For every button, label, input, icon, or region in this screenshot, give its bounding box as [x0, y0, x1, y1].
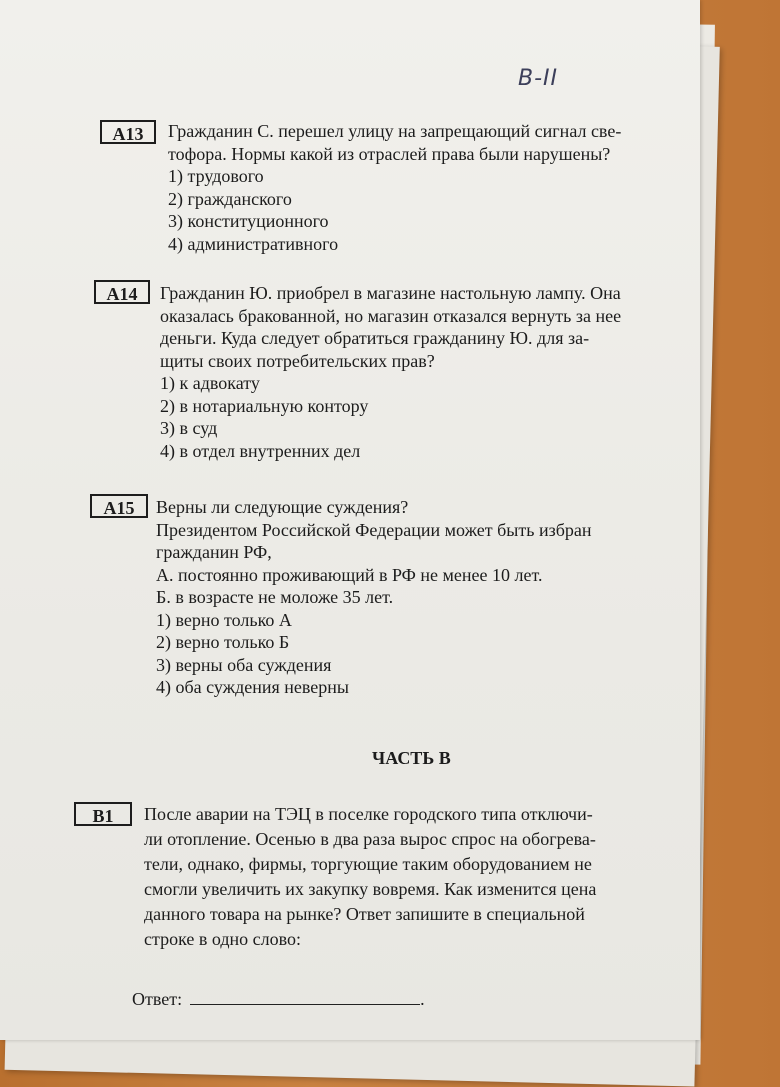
question-number-a14: А14: [94, 280, 150, 304]
answer-option: 2) верно только Б: [156, 632, 290, 652]
answer-option: 3) верны оба суждения: [156, 654, 332, 675]
answer-option: 3) в суд: [160, 418, 218, 438]
statement-line: Б. в возрасте не моложе 35 лет.: [156, 587, 394, 607]
question-line: Президентом Российской Федерации может быть избран: [156, 519, 592, 540]
question-number-b1: В1: [74, 802, 132, 826]
question-a15-text: [156, 496, 591, 699]
answer-option: 4) в отдел внутренних дел: [160, 440, 361, 461]
question-line: смогли увеличить их закупку вовремя. Как изменится цена: [144, 879, 597, 899]
question-a14-text: [160, 282, 621, 462]
question-line: ли отопление. Осенью в два раза вырос спрос на обогрева-: [144, 829, 596, 849]
section-title: ЧАСТЬ В: [372, 748, 451, 768]
question-line: данного товара на рынке? Ответ запишите в специальной: [144, 904, 585, 924]
question-number-a15: А15: [90, 494, 148, 518]
answer-option: 4) оба суждения неверны: [156, 677, 350, 697]
question-a13-text: [168, 120, 621, 255]
answer-row: [132, 986, 425, 1010]
question-line: Верны ли следующие суждения?: [156, 497, 409, 517]
answer-label: Ответ:: [132, 989, 183, 1009]
question-line: оказалась бракованной, но магазин отказался вернуть за нее: [160, 305, 622, 326]
question-line: деньги. Куда следует обратиться гражданину Ю. для за-: [160, 328, 590, 348]
question-line: Гражданин С. перешел улицу на запрещающий сигнал све-: [168, 121, 622, 141]
answer-end-dot: .: [420, 989, 425, 1009]
question-line: тофора. Нормы какой из отраслей права были нарушены?: [168, 143, 611, 164]
question-b1-text: [144, 802, 596, 952]
statement-line: А. постоянно проживающий в РФ не менее 10 лет.: [156, 564, 543, 585]
handwritten-variant-note: В-II: [518, 66, 559, 91]
question-line: щиты своих потребительских прав?: [160, 350, 435, 371]
answer-option: 2) гражданского: [168, 188, 292, 209]
question-line: строке в одно слово:: [144, 929, 301, 949]
answer-option: 1) верно только А: [156, 609, 292, 630]
answer-option: 4) административного: [168, 233, 339, 254]
question-number-a13: А13: [100, 120, 156, 144]
answer-option: 1) трудового: [168, 166, 264, 186]
answer-option: 1) к адвокату: [160, 373, 260, 393]
question-line: Гражданин Ю. приобрел в магазине настольную лампу. Она: [160, 283, 621, 303]
question-line: гражданин РФ,: [156, 542, 272, 562]
question-line: тели, однако, фирмы, торгующие таким оборудованием не: [144, 854, 592, 874]
answer-option: 2) в нотариальную контору: [160, 395, 369, 416]
answer-blank-line[interactable]: [190, 986, 420, 1005]
answer-option: 3) конституционного: [168, 211, 329, 231]
question-line: После аварии на ТЭЦ в поселке городского типа отключи-: [144, 804, 593, 824]
